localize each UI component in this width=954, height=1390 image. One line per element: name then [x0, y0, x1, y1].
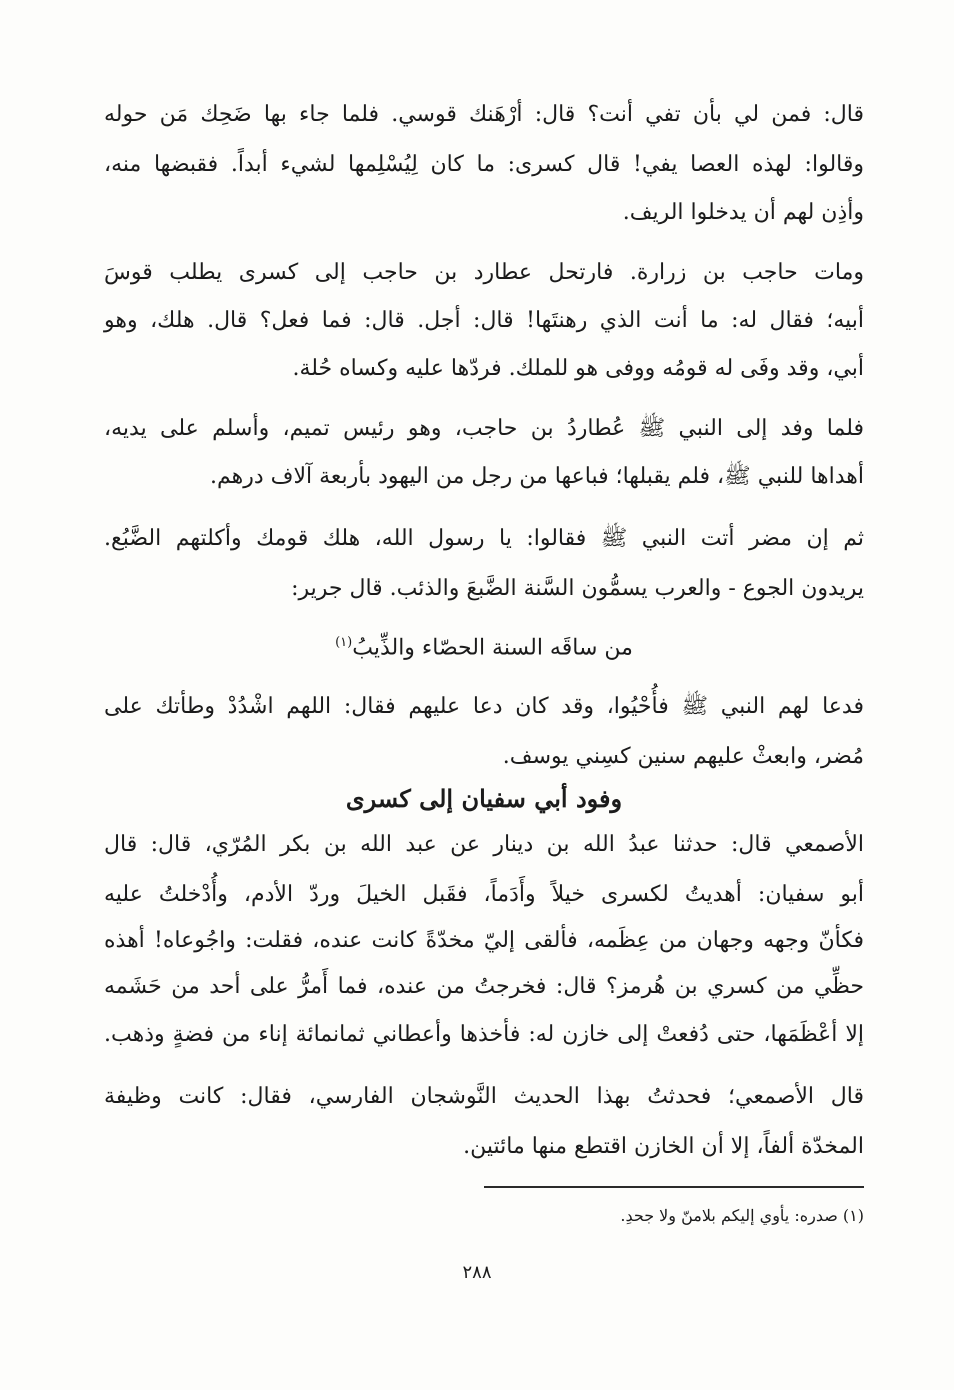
paragraph-6-line-3: فكأنّ وجهه وجهان من عِظَمه، فألقى إليّ مخدّةً كانت عنده، فقلت: واجُوعاه! أهذه	[104, 928, 864, 953]
footnote: (١) صدره: يأوي إليكم بلامنّ ولا جحدِ.	[620, 1206, 864, 1225]
paragraph-5-line-1: فدعا لهم النبي ﷺ فأُحْيُوا، وقد كان دعا عليهم فقال: اللهم اشْدُدْ وطأتك على	[104, 694, 864, 719]
paragraph-7-line-1: قال الأصمعي؛ فحدثتُ بهذا الحديث النَّوشجان الفارسي، فقال: كانت وظيفة	[104, 1084, 864, 1109]
page-number: ٢٨٨	[462, 1262, 492, 1283]
poetry-verse	[104, 628, 864, 663]
paragraph-1-line-2: وقالوا: لهذه العصا يفي! قال كسرى: ما كان لِيُسْلِمها لشيء أبداً. فقبضها منه،	[104, 152, 864, 177]
verse-text: من ساقَه السنة الحصّاء والذِّيبُ	[352, 635, 633, 661]
paragraph-2-line-2: أبيه؛ فقال له: ما أنت الذي رهنتَها! قال: أجل. قال: فما فعل؟ قال. هلك، وهو	[104, 308, 864, 333]
paragraph-2-line-3: أبي، وقد وفَى له قومُه ووفى هو للملك. فردّها عليه وكساه حُلة.	[292, 356, 864, 381]
paragraph-1-line-3: وأذِن لهم أن يدخلوا الريف.	[622, 200, 864, 225]
paragraph-3-line-2: أهداها للنبي ﷺ، فلم يقبلها؛ فباعها من رجل من اليهود بأربعة آلاف درهم.	[210, 464, 864, 489]
footnote-reference: (١)	[335, 635, 353, 650]
paragraph-6-line-1: الأصمعي قال: حدثنا عبدُ الله بن دينار عن عبد الله بن بكر المُرّي، قال: قال	[104, 832, 864, 857]
paragraph-4-line-2: يريدون الجوع - والعرب يسمُّون السَّنة الضَّبعَ والذئب. قال جرير:	[291, 576, 864, 601]
paragraph-5-line-2: مُضر، وابعثْ عليهم سنين كسِني يوسف.	[502, 744, 864, 769]
paragraph-1-line-1: قال: فمن لي بأن تفي أنت؟ قال: أرْهَنك قوسي. فلما جاء بها ضَحِك مَن حوله	[104, 102, 864, 127]
paragraph-7-line-2: المخدّة ألفاً، إلا أن الخازن اقتطع منها مائتين.	[463, 1134, 864, 1159]
paragraph-2-line-1: ومات حاجب بن زرارة. فارتحل عطارد بن حاجب إلى كسرى يطلب قوسَ	[104, 260, 864, 285]
section-heading: وفود أبي سفيان إلى كسرى	[345, 784, 623, 813]
footnote-divider	[484, 1186, 864, 1188]
paragraph-4-line-1: ثم إن مضر أتت النبي ﷺ فقالوا: يا رسول الله، هلك قومك وأكلتهم الضَّبُع.	[104, 526, 864, 551]
paragraph-6-line-2: أبو سفيان: أهديتُ لكسرى خيلاً وأَدَماً، فقَبل الخيلَ وردّ الأدم، وأُدْخلتُ عليه	[104, 882, 864, 907]
paragraph-6-line-4: حظِّي من كسري بن هُرمز؟ قال: فخرجتُ من عنده، فما أَمرُّ على أحد من حَشَمه	[104, 974, 864, 999]
paragraph-3-line-1: فلما وفد إلى النبي ﷺ عُطاردُ بن حاجب، وهو رئيس تميم، وأسلم على يديه،	[104, 416, 864, 441]
paragraph-6-line-5: إلا أعْظَمَها، حتى دُفعتْ إلى خازن له: فأخذها وأعطاني ثمانمائة إناء من فضةٍ وذهب.	[104, 1022, 864, 1047]
